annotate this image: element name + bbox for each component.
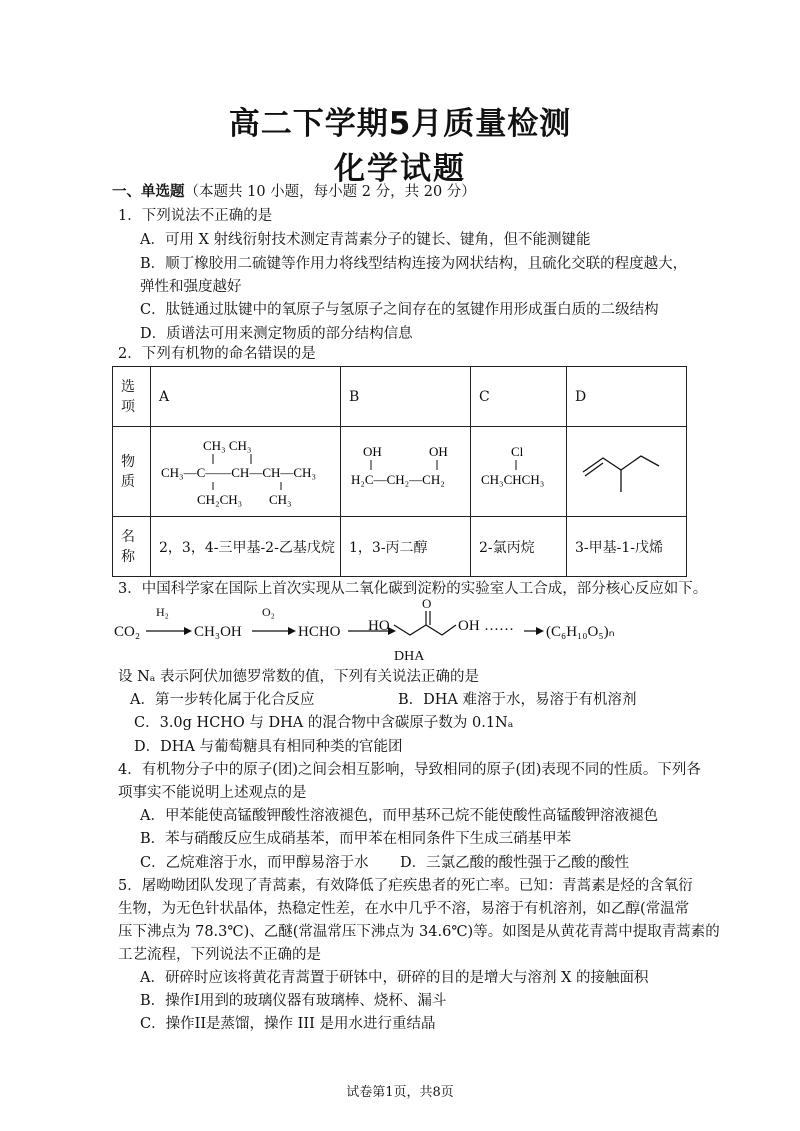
q3-reaction-scheme <box>112 598 692 664</box>
q5-stem-line1: 5．屠呦呦团队发现了青蒿素，有效降低了疟疾患者的死亡率。已知：青蒿素是烃的含氧衍 <box>118 878 693 894</box>
q2-option-b: B <box>341 367 471 427</box>
q3-option-b: B．DHA 难溶于水，易溶于有机溶剂 <box>398 692 637 708</box>
structure-b-diagram <box>349 442 469 502</box>
q2-row-label-substance: 物质 <box>113 427 151 517</box>
q2-option-c: C <box>471 367 567 427</box>
q4-option-b: B．苯与硝酸反应生成硝基苯，而甲苯在相同条件下生成三硝基甲苯 <box>140 831 572 847</box>
scheme-product: (C₆H₁₀O₅)ₙ <box>546 624 615 640</box>
q3-option-d: D．DHA 与葡萄糖具有相同种类的官能团 <box>134 739 403 755</box>
q2-name-d: 3-甲基-1-戊烯 <box>567 517 687 577</box>
exam-title: 高二下学期5月质量检测 <box>228 106 572 142</box>
struct-b-main: H₂C—CH₂—CH₂ <box>351 471 445 487</box>
q2-option-a: A <box>151 367 341 427</box>
q2-name-a: 2，3，4-三甲基-2-乙基戊烷 <box>151 517 341 577</box>
scheme-o2: O₂ <box>262 605 275 619</box>
q2-structure-d <box>567 427 687 517</box>
q2-table <box>112 366 687 577</box>
scheme-hcho: HCHO <box>298 624 341 640</box>
q4-stem-cont: 项事实不能说明上述观点的是 <box>118 785 307 801</box>
q2-structure-a <box>151 427 341 517</box>
struct-c-main: CH₃CHCH₃ <box>481 471 545 487</box>
scheme-ho: HO <box>368 618 390 634</box>
section-note: （本题共 10 小题，每小题 2 分，共 20 分） <box>184 184 476 200</box>
scheme-arrowhead <box>184 627 192 635</box>
q1-option-b-cont: 弹性和强度越好 <box>140 279 242 295</box>
q1-stem: 1．下列说法不正确的是 <box>118 208 273 224</box>
q5-stem-line3: 压下沸点为 78.3℃)、乙醚(常温常压下沸点为 34.6℃)等。如图是从黄花青蒿中提取青蒿素的 <box>118 924 720 940</box>
page-footer: 试卷第1页，共8页 <box>346 1085 454 1100</box>
struct-a-bottom2: CH₃ <box>269 491 292 507</box>
q2-row-label-name: 名称 <box>113 517 151 577</box>
q5-stem-line2: 生物，为无色针状晶体，热稳定性差，在水中几乎不溶，易溶于有机溶剂，如乙醇(常温常 <box>118 901 690 917</box>
exam-subject: 化学试题 <box>334 151 466 187</box>
scheme-dots: ······ <box>484 622 514 638</box>
q5-stem-line4: 工艺流程，下列说法不正确的是 <box>118 947 321 963</box>
q5-option-a: A．研碎时应该将黄花青蒿置于研钵中，研碎的目的是增大与溶剂 X 的接触面积 <box>140 970 649 986</box>
q2-row-label-option: 选项 <box>113 367 151 427</box>
q3-option-a: A．第一步转化属于化合反应 <box>130 692 315 708</box>
scheme-arrowhead <box>288 627 296 635</box>
q1-option-d: D．质谱法可用来测定物质的部分结构信息 <box>140 326 413 342</box>
struct-b-oh2: OH <box>429 443 448 459</box>
q3-option-c: C．3.0g HCHO 与 DHA 的混合物中含碳原子数为 0.1Nₐ <box>134 715 514 731</box>
scheme-ch3oh: CH₃OH <box>194 624 242 640</box>
q5-option-b: B．操作I用到的玻璃仪器有玻璃棒、烧杯、漏斗 <box>140 993 447 1009</box>
scheme-o: O <box>422 598 432 611</box>
structure-a-diagram <box>159 432 339 512</box>
dha-skeleton <box>394 625 456 635</box>
q4-stem: 4．有机物分子中的原子(团)之间会相互影响，导致相同的原子(团)表现不同的性质。下列各 <box>118 762 701 778</box>
q3-stem: 3．中国科学家在国际上首次实现从二氧化碳到淀粉的实验室人工合成，部分核心反应如下。 <box>118 581 708 597</box>
q4-option-a: A．甲苯能使高锰酸钾酸性溶液褪色，而甲基环己烷不能使酸性高锰酸钾溶液褪色 <box>140 808 658 824</box>
scheme-dha-label: DHA <box>394 649 425 664</box>
struct-a-top: CH₃ CH₃ <box>203 437 252 453</box>
section-heading <box>112 182 476 202</box>
q1-option-c: C．肽链通过肽键中的氧原子与氢原子之间存在的氢键作用形成蛋白质的二级结构 <box>140 302 659 318</box>
struct-c-cl: Cl <box>511 443 524 459</box>
q4-option-d: D．三氯乙酸的酸性强于乙酸的酸性 <box>400 855 630 871</box>
q2-stem: 2．下列有机物的命名错误的是 <box>118 346 316 362</box>
structure-c-diagram <box>479 442 567 502</box>
structure-d-skeletal-formula <box>575 442 675 502</box>
q4-option-c: C．乙烷难溶于水，而甲醇易溶于水 <box>140 855 369 871</box>
q2-option-row <box>113 367 687 427</box>
q2-name-c: 2-氯丙烷 <box>471 517 567 577</box>
q2-structure-b <box>341 427 471 517</box>
scheme-h2: H₂ <box>156 605 169 619</box>
q2-substance-row <box>113 427 687 517</box>
q3-intro: 设 Nₐ 表示阿伏加德罗常数的值，下列有关说法正确的是 <box>118 669 479 685</box>
scheme-co2: CO₂ <box>114 624 141 640</box>
struct-a-main: CH₃—C——CH—CH—CH₃ <box>161 464 316 480</box>
section-title: 一、单选题 <box>112 183 185 200</box>
q1-option-b: B．顺丁橡胶用二硫键等作用力将线型结构连接为网状结构，且硫化交联的程度越大， <box>140 256 688 272</box>
q5-option-c: C．操作II是蒸馏，操作 III 是用水进行重结晶 <box>140 1016 436 1032</box>
struct-b-oh1: OH <box>363 443 382 459</box>
q2-name-b: 1，3-丙二醇 <box>341 517 471 577</box>
struct-a-bottom1: CH₂CH₃ <box>197 491 243 507</box>
q2-structure-c <box>471 427 567 517</box>
q2-option-d: D <box>567 367 687 427</box>
scheme-arrowhead <box>536 627 544 635</box>
scheme-oh: OH <box>458 618 480 634</box>
q2-name-row <box>113 517 687 577</box>
q1-option-a: A．可用 X 射线衍射技术测定青蒿素分子的键长、键角，但不能测键能 <box>140 232 591 248</box>
